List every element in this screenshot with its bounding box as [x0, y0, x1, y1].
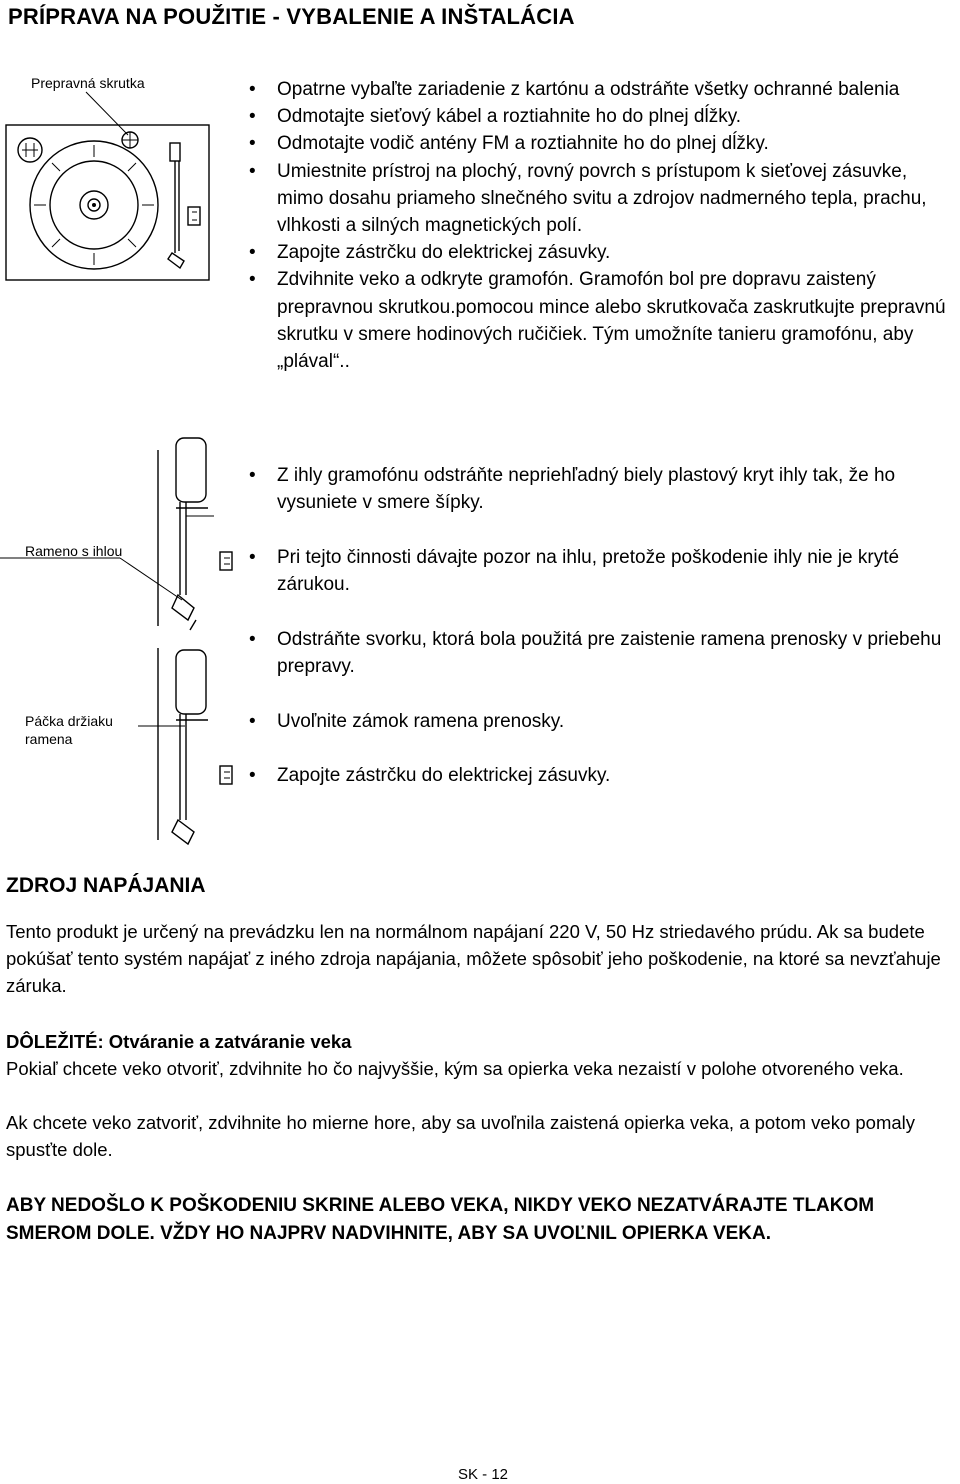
lever-label-line1: Páčka držiaku	[25, 713, 113, 729]
turntable-top-view-illustration	[0, 85, 215, 285]
list-item: • Z ihly gramofónu odstráňte nepriehľadný biely plastový kryt ihly tak, že ho vysuniete v smere šípky.	[249, 462, 957, 516]
list-item: • Odmotajte sieťový kábel a roztiahnite ho do plnej dĺžky.	[249, 103, 949, 130]
stylus-steps-3	[249, 626, 957, 680]
transport-screw-label: Prepravná skrutka	[31, 75, 145, 91]
lid-heading: DÔLEŽITÉ: Otváranie a zatváranie veka	[6, 1031, 352, 1052]
page-number: SK - 12	[458, 1466, 509, 1483]
list-item: • Odstráňte svorku, ktorá bola použitá pre zaistenie ramena prenosky v priebehu prepravy.	[249, 626, 957, 680]
list-item: • Zdvihnite veko a odkryte gramofón. Gramofón bol pre dopravu zaistený prepravnou skrutkou.pomocou mince alebo skrutkovača zaskrutkujte prepravnú skrutku v smere hodinových ručičiek. Tým umožníte tanieru gramofónu, aby „plával“..	[249, 266, 949, 375]
stylus-steps-2	[249, 544, 957, 598]
stylus-steps-4	[249, 708, 957, 735]
list-item: • Zapojte zástrčku do elektrickej zásuvky.	[249, 239, 949, 266]
unpacking-steps	[249, 76, 949, 375]
list-item: • Odmotajte vodič antény FM a roztiahnite ho do plnej dĺžky.	[249, 130, 949, 157]
list-item: • Zapojte zástrčku do elektrickej zásuvky.	[249, 762, 957, 789]
lid-warning: ABY NEDOŠLO K POŠKODENIU SKRINE ALEBO VEKA, NIKDY VEKO NEZATVÁRAJTE TLAKOM SMEROM DOLE. VŽDY HO NAJPRV NADVIHNITE, ABY SA UVOĽNIL OPIERKA VEKA.	[6, 1195, 875, 1244]
lid-open-text: Pokiaľ chcete veko otvoriť, zdvihnite ho čo najvyššie, kým sa opierka veka nezaistí v polohe otvoreného veka.	[6, 1058, 904, 1079]
tonearm-label: Rameno s ihlou	[25, 543, 123, 559]
list-item: • Uvoľnite zámok ramena prenosky.	[249, 708, 957, 735]
tonearm-illustration	[0, 430, 245, 850]
power-section-title: ZDROJ NAPÁJANIA	[6, 874, 206, 897]
stylus-steps-1	[249, 462, 957, 516]
list-item: • Umiestnite prístroj na plochý, rovný povrch s prístupom k sieťovej zásuvke, mimo dosahu priameho slnečného svitu a zdrojov nadmerného tepla, prachu, vlhkosti a silných magnetických polí.	[249, 158, 949, 240]
stylus-steps-5	[249, 762, 957, 789]
list-item: • Opatrne vybaľte zariadenie z kartónu a odstráňte všetky ochranné balenia	[249, 76, 949, 103]
lever-label-line2: ramena	[25, 731, 73, 747]
power-text: Tento produkt je určený na prevádzku len na normálnom napájaní 220 V, 50 Hz striedavého prúdu. Ak sa budete pokúšať tento systém napájať z iného zdroja napájania, môžete spôsobiť jeho poškodenie, na ktoré sa nevzťahuje záruka.	[6, 921, 941, 997]
page-title: PRÍPRAVA NA POUŽITIE - VYBALENIE A INŠTALÁCIA	[8, 4, 575, 29]
lid-close-text: Ak chcete veko zatvoriť, zdvihnite ho mierne hore, aby sa uvoľnila zaistená opierka veka, a potom veko pomaly spusťte dole.	[6, 1112, 916, 1161]
list-item: • Pri tejto činnosti dávajte pozor na ihlu, pretože poškodenie ihly nie je kryté zárukou.	[249, 544, 957, 598]
